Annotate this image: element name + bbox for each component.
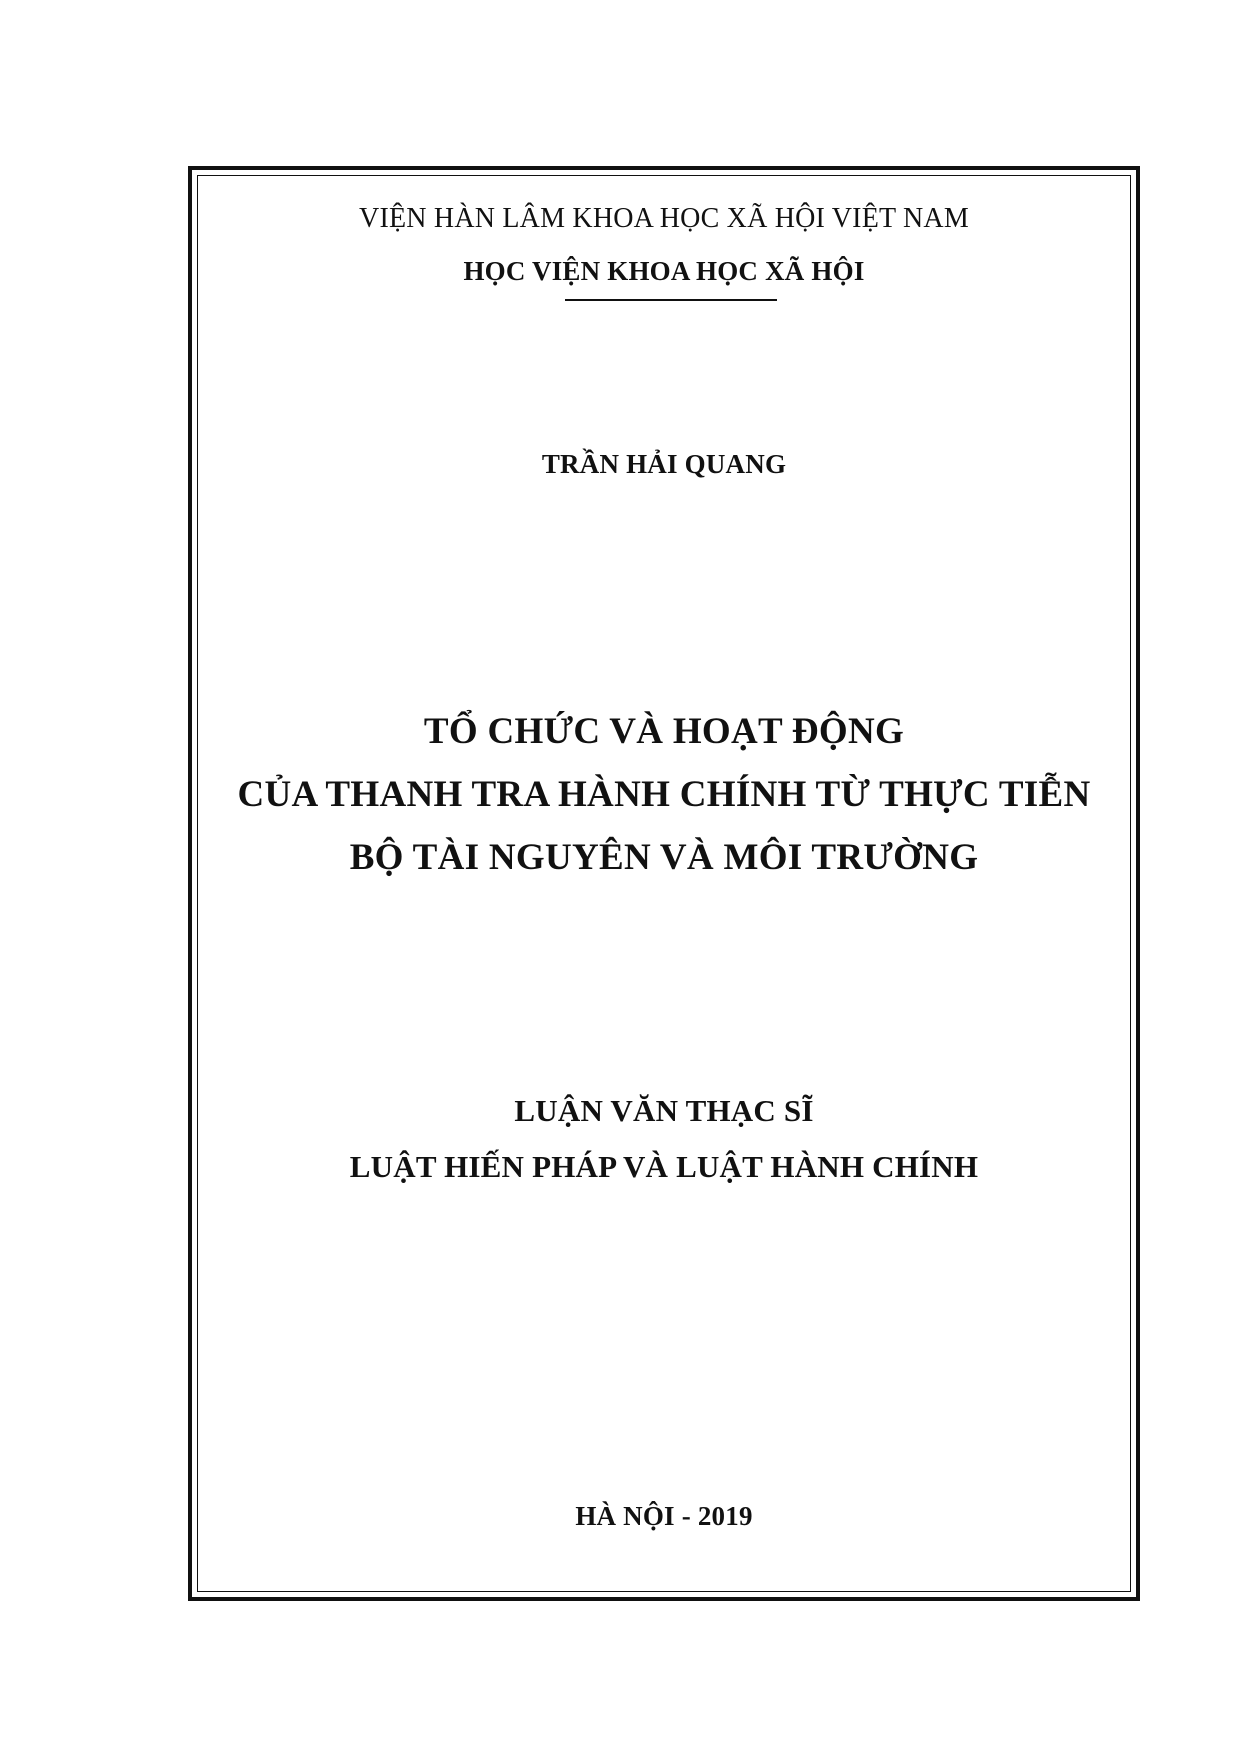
- cover-border-inner: [197, 175, 1131, 1592]
- academy-underline: [565, 299, 777, 301]
- academy-name: HỌC VIỆN KHOA HỌC XÃ HỘI: [463, 256, 865, 286]
- author-name: TRẦN HẢI QUANG: [541, 449, 787, 479]
- thesis-title-line-3: BỘ TÀI NGUYÊN VÀ MÔI TRƯỜNG: [349, 837, 979, 878]
- place-and-year: HÀ NỘI - 2019: [575, 1501, 753, 1531]
- degree-type: LUẬN VĂN THẠC SĨ: [514, 1093, 814, 1128]
- thesis-title-line-1: TỔ CHỨC VÀ HOẠT ĐỘNG: [423, 711, 905, 752]
- major-name: LUẬT HIẾN PHÁP VÀ LUẬT HÀNH CHÍNH: [349, 1149, 979, 1184]
- institution-name: VIỆN HÀN LÂM KHOA HỌC XÃ HỘI VIỆT NAM: [359, 203, 969, 234]
- thesis-title-line-2: CỦA THANH TRA HÀNH CHÍNH TỪ THỰC TIỄN: [237, 774, 1091, 815]
